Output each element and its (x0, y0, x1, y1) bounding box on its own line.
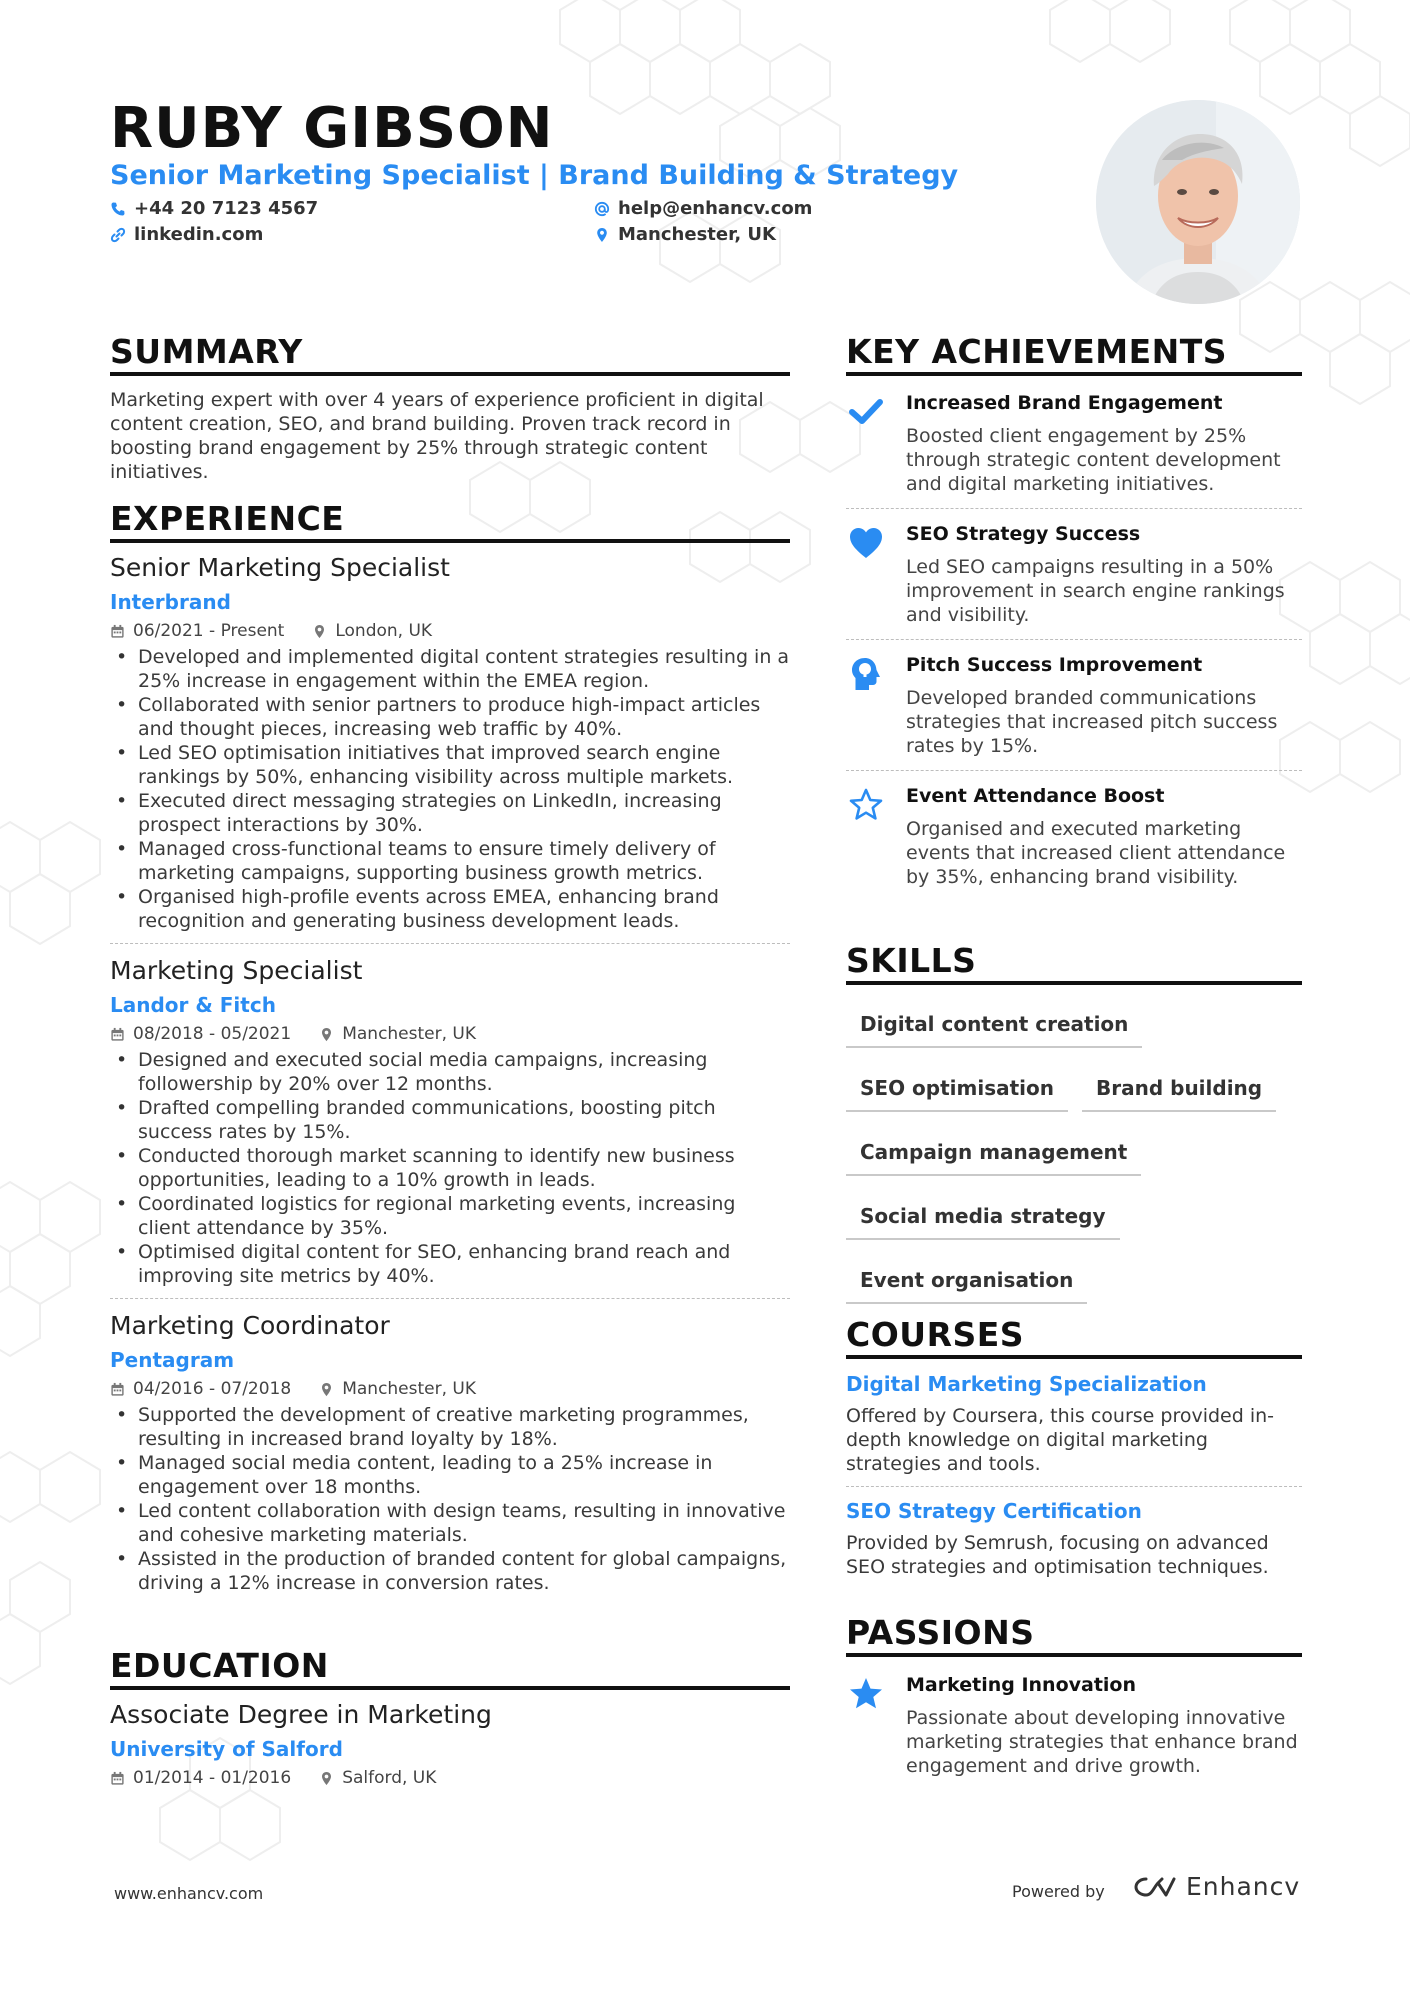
enhancv-logo[interactable] (1132, 1872, 1300, 1901)
experience-rule (110, 539, 790, 543)
location-pin-icon (319, 1382, 334, 1397)
achievement-text: Boosted client engagement by 25% through strategic content development and digital marketing initiatives. (906, 425, 1281, 495)
experience-heading: EXPERIENCE (110, 499, 345, 538)
job-entry (110, 956, 790, 1288)
email-address: help@enhancv.com (618, 198, 813, 219)
job-dates: 08/2018 - 05/2021 (133, 1024, 292, 1044)
bullet-item: • Conducted thorough market scanning to identify new business opportunities, leading to a 10% growth in leads. (110, 1144, 790, 1192)
head-brain-icon (848, 656, 884, 692)
job-title: Senior Marketing Specialist (110, 553, 450, 582)
calendar-icon (110, 1771, 125, 1786)
divider (846, 770, 1302, 771)
job-meta (110, 621, 790, 641)
calendar-icon (110, 1382, 125, 1397)
phone-icon (110, 201, 126, 217)
bullet-item: • Developed and implemented digital content strategies resulting in a 25% increase in engagement within the EMEA region. (110, 645, 790, 693)
course-text: Provided by Semrush, focusing on advanced SEO strategies and optimisation techniques. (846, 1532, 1269, 1578)
at-sign-icon (594, 201, 610, 217)
achievement-title: Pitch Success Improvement (906, 654, 1203, 676)
job-location: London, UK (335, 621, 433, 641)
bullet-item: • Optimised digital content for SEO, enhancing brand reach and improving site metrics by 40%. (110, 1240, 790, 1288)
job-meta (110, 1024, 790, 1044)
job-location: Manchester, UK (342, 1024, 477, 1044)
passion-title: Marketing Innovation (906, 1674, 1137, 1696)
bullet-item: • Managed cross-functional teams to ensure timely delivery of marketing campaigns, supporting business growth metrics. (110, 837, 790, 885)
skill-tag: Campaign management (846, 1132, 1141, 1176)
powered-by-label: Powered by (1012, 1882, 1105, 1901)
bullet-item: • Organised high-profile events across EMEA, enhancing brand recognition and generating business development leads. (110, 885, 790, 933)
divider (846, 639, 1302, 640)
bullet-item: • Designed and executed social media campaigns, increasing followership by 20% over 12 months. (110, 1048, 790, 1096)
achievements-rule (846, 372, 1302, 376)
contact-linkedin[interactable] (110, 224, 263, 245)
job-bullets (110, 1048, 790, 1288)
experience-list (110, 553, 790, 1595)
contact-email[interactable] (594, 198, 812, 219)
contact-location (594, 224, 776, 245)
company-name[interactable]: Pentagram (110, 1348, 235, 1372)
passions-rule (846, 1653, 1302, 1657)
achievement-text: Organised and executed marketing events that increased client attendance by 35%, enhancing brand visibility. (906, 818, 1286, 888)
summary-rule (110, 372, 790, 376)
bullet-item: • Managed social media content, leading to a 25% increase in engagement over 18 months. (110, 1451, 790, 1499)
star-outline-icon (848, 787, 884, 823)
job-title: Marketing Coordinator (110, 1311, 390, 1340)
linkedin-link: linkedin.com (134, 224, 264, 245)
achievement-item (846, 392, 1302, 496)
skills-row (846, 1196, 1302, 1260)
heart-icon (848, 525, 884, 561)
bullet-item: • Collaborated with senior partners to produce high-impact articles and thought pieces, increasing web traffic by 40%. (110, 693, 790, 741)
course-title[interactable]: SEO Strategy Certification (846, 1499, 1142, 1523)
courses-list (846, 1372, 1302, 1579)
job-meta (110, 1379, 790, 1399)
profile-photo (1096, 100, 1300, 304)
job-entry (110, 553, 790, 933)
skill-tag: Event organisation (846, 1260, 1087, 1304)
achievements-list (846, 392, 1302, 889)
education-entry (110, 1700, 790, 1792)
summary-heading: SUMMARY (110, 332, 303, 371)
bullet-item: • Supported the development of creative marketing programmes, resulting in increased brand loyalty by 18%. (110, 1403, 790, 1451)
course-title[interactable]: Digital Marketing Specialization (846, 1372, 1207, 1396)
location-pin-icon (594, 227, 610, 243)
achievement-title: Increased Brand Engagement (906, 392, 1223, 414)
phone-number: +44 20 7123 4567 (134, 198, 319, 219)
job-bullets (110, 645, 790, 933)
skills-list (846, 1004, 1302, 1324)
summary-text: Marketing expert with over 4 years of experience proficient in digital content creation, SEO, and brand building. Proven track record in boosting brand engagement by 25% through strategic content initiatives. (110, 389, 764, 483)
job-location: Manchester, UK (342, 1379, 477, 1399)
calendar-icon (110, 1027, 125, 1042)
skill-tag: SEO optimisation (846, 1068, 1068, 1112)
school-name[interactable]: University of Salford (110, 1737, 343, 1761)
company-name[interactable]: Landor & Fitch (110, 993, 276, 1017)
skill-tag: Brand building (1082, 1068, 1276, 1112)
achievements-heading: KEY ACHIEVEMENTS (846, 332, 1228, 371)
passions-heading: PASSIONS (846, 1613, 1035, 1652)
passion-text: Passionate about developing innovative marketing strategies that enhance brand engagement and drive growth. (906, 1707, 1298, 1777)
bullet-item: • Coordinated logistics for regional marketing events, increasing client attendance by 35%. (110, 1192, 790, 1240)
footer-url[interactable]: www.enhancv.com (114, 1884, 264, 1903)
job-dates: 04/2016 - 07/2018 (133, 1379, 292, 1399)
job-bullets (110, 1403, 790, 1595)
degree-title: Associate Degree in Marketing (110, 1700, 492, 1729)
courses-rule (846, 1355, 1302, 1359)
achievement-item (846, 654, 1302, 758)
location-pin-icon (319, 1771, 334, 1786)
education-dates: 01/2014 - 01/2016 (133, 1768, 292, 1788)
passions-list (846, 1674, 1302, 1778)
divider (110, 1298, 790, 1299)
education-heading: EDUCATION (110, 1646, 329, 1685)
divider (846, 508, 1302, 509)
skills-row (846, 1132, 1302, 1196)
check-icon (848, 394, 884, 430)
achievement-text: Developed branded communications strategies that increased pitch success rates by 15%. (906, 687, 1278, 757)
skills-heading: SKILLS (846, 941, 977, 980)
skill-tag: Social media strategy (846, 1196, 1120, 1240)
skill-tag: Digital content creation (846, 1004, 1142, 1048)
bullet-item: • Led SEO optimisation initiatives that improved search engine rankings by 50%, enhancing visibility across multiple markets. (110, 741, 790, 789)
location-pin-icon (319, 1027, 334, 1042)
location-text: Manchester, UK (618, 224, 776, 245)
link-icon (110, 227, 126, 243)
bullet-item: • Executed direct messaging strategies on LinkedIn, increasing prospect interactions by 30%. (110, 789, 790, 837)
achievement-item (846, 785, 1302, 889)
skills-row (846, 1068, 1302, 1132)
course-item (846, 1372, 1302, 1476)
skills-rule (846, 981, 1302, 985)
education-meta (110, 1768, 790, 1788)
enhancv-logo-mark-icon (1132, 1873, 1178, 1901)
courses-heading: COURSES (846, 1315, 1025, 1354)
portrait-illustration (1096, 100, 1300, 304)
candidate-headline: Senior Marketing Specialist | Brand Building & Strategy (110, 160, 959, 191)
job-dates: 06/2021 - Present (133, 621, 285, 641)
course-item (846, 1499, 1302, 1579)
achievement-title: SEO Strategy Success (906, 523, 1141, 545)
divider (846, 1486, 1302, 1487)
job-entry (110, 1311, 790, 1595)
bullet-item: • Led content collaboration with design teams, resulting in innovative and cohesive marketing materials. (110, 1499, 790, 1547)
star-filled-icon (848, 1676, 884, 1712)
bullet-item: • Assisted in the production of branded content for global campaigns, driving a 12% increase in conversion rates. (110, 1547, 790, 1595)
education-location: Salford, UK (342, 1768, 437, 1788)
enhancv-wordmark: Enhancv (1186, 1872, 1301, 1901)
achievement-item (846, 523, 1302, 627)
job-title: Marketing Specialist (110, 956, 363, 985)
candidate-name: RUBY GIBSON (110, 96, 554, 161)
company-name[interactable]: Interbrand (110, 590, 231, 614)
contact-phone[interactable] (110, 198, 318, 219)
achievement-title: Event Attendance Boost (906, 785, 1165, 807)
education-rule (110, 1686, 790, 1690)
divider (110, 943, 790, 944)
achievement-text: Led SEO campaigns resulting in a 50% improvement in search engine rankings and visibility. (906, 556, 1285, 626)
location-pin-icon (312, 624, 327, 639)
skills-row (846, 1004, 1302, 1068)
course-text: Offered by Coursera, this course provided in-depth knowledge on digital marketing strategies and tools. (846, 1405, 1275, 1475)
passion-item (846, 1674, 1302, 1778)
calendar-icon (110, 624, 125, 639)
bullet-item: • Drafted compelling branded communications, boosting pitch success rates by 15%. (110, 1096, 790, 1144)
